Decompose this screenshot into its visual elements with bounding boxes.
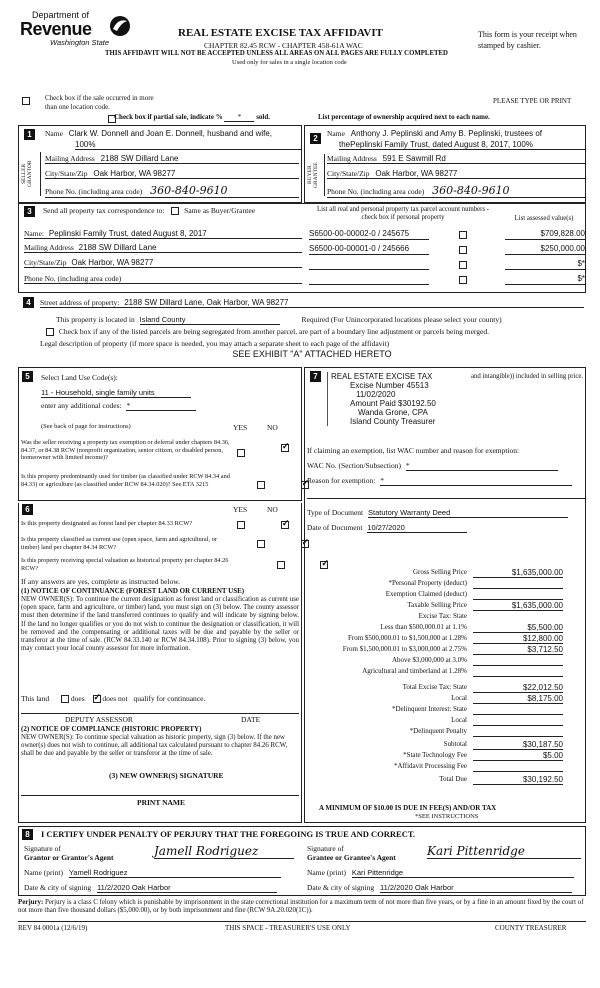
grantor-name-row: [24, 868, 281, 878]
s5-no-header: NO: [267, 423, 278, 432]
stamp-line-1: REAL ESTATE EXCISE TAX: [331, 372, 433, 381]
warning-line: THIS AFFIDAVIT WILL NOT BE ACCEPTED UNLESS ALL AREAS ON ALL PAGES ARE FULLY COMPLETED: [105, 50, 448, 57]
seller-percent[interactable]: 100%: [75, 140, 301, 150]
parcel-number[interactable]: [309, 259, 429, 270]
tax-label-processing-fee: *Affidavit Processing Fee: [394, 762, 467, 770]
s5-q2-yes-checkbox[interactable]: [257, 481, 265, 489]
s6-q1-no-checkbox[interactable]: [281, 521, 289, 529]
section-8: [18, 826, 586, 896]
tax-value-agri[interactable]: [473, 667, 563, 677]
grantee-name-label: Name (print): [307, 868, 346, 877]
date-label: DATE: [241, 715, 261, 724]
tax-label-local: Local: [451, 694, 467, 702]
additional-codes-label: enter any additional codes:: [41, 401, 122, 410]
assessed-value[interactable]: $*: [505, 259, 585, 270]
s6-q3-yes-checkbox[interactable]: [277, 561, 285, 569]
corr-name-label: Name:: [24, 229, 44, 238]
tax-value-total-due[interactable]: $30,192.50: [473, 775, 563, 785]
tax-value-total-state[interactable]: $22,012.50: [473, 683, 563, 693]
buyer-phone-value[interactable]: 360-840-9610: [432, 184, 510, 197]
tax-label-tier2: From $500,000.01 to $1,500,000 at 1.28%: [348, 634, 467, 642]
does-not-label: does not: [102, 694, 128, 703]
send-correspondence-row: [43, 206, 255, 215]
tax-label-delinq-state: *Delinquent Interest: State: [391, 705, 467, 713]
seller-side-label: [21, 152, 41, 196]
tax-label-total-state: Total Excise Tax: State: [402, 683, 467, 691]
grantor-name-label: Name (print): [24, 868, 63, 877]
same-as-buyer-label: Same as Buyer/Grantee: [184, 206, 255, 215]
tax-label-tier4: Above $3,000,000 at 3.0%: [391, 656, 467, 664]
reason-line-2[interactable]: [307, 498, 585, 499]
tax-label-excise-state: Excise Tax: State: [418, 612, 467, 620]
s6-q2: Is this property classified as current use (open space, farm and agricultural, or timber) land per chapter 84.34 RCW?: [21, 536, 217, 551]
buyer-city-value[interactable]: Oak Harbor, WA 98277: [375, 169, 458, 178]
tax-value-tier2[interactable]: $12,800.00: [473, 634, 563, 644]
assessed-value[interactable]: $250,000.00: [505, 244, 585, 255]
s6-q3: Is this property receiving special valuation as historical property per chapter 84.26 RCW?: [21, 557, 229, 572]
tax-value-taxable[interactable]: $1,635,000.00: [473, 601, 563, 611]
seller-name-row: [45, 129, 299, 138]
parcel-number[interactable]: S6500-00-00001-0 / 245666: [309, 244, 429, 255]
grantor-name-value[interactable]: Yamell Rodriguez: [69, 868, 281, 878]
tax-value-tier1[interactable]: $5,500.00: [473, 623, 563, 633]
buyer-phone-label: Phone No. (including area code): [327, 187, 425, 196]
parcel-number[interactable]: [309, 274, 429, 285]
tax-label-total-due: Total Due: [439, 775, 467, 783]
tax-label-penalty: *Delinquent Penalty: [409, 727, 467, 735]
legal-label: Legal description of property (if more space is needed, you may attach a separate sheet to each page of the affidavit): [40, 339, 390, 348]
buyer-name-label: Name: [327, 129, 345, 138]
buyer-mailing-row: [327, 154, 585, 164]
s6-q1-yes-checkbox[interactable]: [237, 521, 245, 529]
s5-yes-header: YES: [233, 423, 248, 432]
s5-q1-no-checkbox[interactable]: [281, 444, 289, 452]
segregated-label: Check box if any of the listed parcels are being segregated from another parcel, are part of a boundary line adjustment or parcels being merged.: [58, 327, 489, 336]
section-3: [18, 203, 586, 293]
reason-value[interactable]: *: [380, 476, 572, 486]
dor-logo: [20, 10, 135, 70]
tax-label-exemption: Exemption Claimed (deduct): [385, 590, 467, 598]
buyer-side-label: [307, 154, 325, 196]
grantee-name-row: [307, 868, 574, 878]
parcel-list: [309, 229, 585, 289]
tax-value-delinq-local[interactable]: [473, 716, 563, 726]
buyer-name-row: [327, 129, 585, 138]
tax-value-exemption[interactable]: [473, 590, 563, 600]
buyer-name-value[interactable]: Anthony J. Peplinski and Amy B. Peplinski, trustees of: [350, 129, 543, 138]
assessed-value[interactable]: $709,828.00: [505, 229, 585, 240]
land-use-value[interactable]: 11 - Household, single family units: [41, 388, 191, 398]
partial-sale-post: sold.: [256, 113, 271, 121]
s5-q2: Is this property predominantly used for timber (as classified under RCW 84.34 and 84.33) or agriculture (as classified under RCW 84.34.020)? See ETA 3215: [21, 473, 230, 488]
buyer-city-label: City/State/Zip: [327, 169, 370, 178]
county-pre: This property is located in: [56, 315, 135, 324]
deputy-line: [21, 713, 299, 714]
chapter-line: CHAPTER 82.45 RCW - CHAPTER 458-61A WAC: [204, 41, 363, 50]
new-owner-sig-label: (3) NEW OWNER(S) SIGNATURE: [109, 771, 224, 780]
perjury-notice: [18, 899, 586, 916]
exemption-label: If claiming an exemption, list WAC number and reason for exemption:: [307, 446, 520, 455]
additional-codes-row: [41, 401, 196, 411]
seller-name-value[interactable]: Clark W. Donnell and Joan E. Donnell, husband and wife,: [68, 129, 273, 138]
stamp-line-4: Amount Paid $30192.50: [350, 399, 436, 408]
section-1-number: 1: [24, 129, 35, 140]
single-location-note: Used only for sales in a single location code: [232, 59, 347, 66]
county-treasurer-label: COUNTY TREASURER: [495, 924, 567, 932]
tax-label-tier3: From $1,500,000.01 to $3,000,000 at 2.75%: [342, 645, 467, 653]
grantor-date-value[interactable]: 11/2/2020 Oak Harbor: [97, 883, 277, 893]
grantor-date-label: Date & city of signing: [24, 883, 92, 892]
this-land-label: This land: [21, 694, 50, 703]
section-8-number: 8: [22, 829, 33, 840]
additional-codes-value[interactable]: *: [126, 401, 196, 411]
land-use-label: Select Land Use Code(s):: [41, 373, 118, 382]
s6-q2-yes-checkbox[interactable]: [257, 540, 265, 548]
wac-row: [307, 461, 558, 471]
s6-yes-header: YES: [233, 505, 248, 514]
rev-number: REV 84 0001a (12/6/19): [18, 924, 88, 932]
form-title: REAL ESTATE EXCISE TAX AFFIDAVIT: [178, 27, 383, 39]
grantor-sig-label-1: Signature of: [24, 844, 61, 853]
legal-value[interactable]: SEE EXHIBIT "A" ATTACHED HERETO: [232, 349, 392, 359]
multi-location-label: Check box if the sale occurred in more than one location code.: [45, 94, 154, 111]
stamp-line-3: 11/02/2020: [356, 390, 396, 399]
tax-label-taxable: Taxable Selling Price: [407, 601, 467, 609]
tax-label-delinq-local: Local: [451, 716, 467, 724]
notice2-body: NEW OWNER(S): To continue special valuation as historic property, sign (3) below. If the new owner(s) does not wish to continue, all additional tax calculated pursuant to chapter 84.26 RCW, shall be due and payable by the seller or transferor at the time of sale.: [21, 734, 288, 758]
dept-line3: Washington State: [50, 38, 110, 47]
buyer-section: [304, 125, 586, 203]
tax-label-agri: Agricultural and timberland at 1.28%: [362, 667, 467, 675]
parcel-row: [309, 259, 585, 274]
seller-name-label: Name: [45, 129, 63, 138]
tax-label-tier1: Less than $500,000.01 at 1.1%: [380, 623, 467, 631]
same-as-buyer-checkbox[interactable]: [171, 207, 179, 215]
does-checkbox[interactable]: [61, 695, 69, 703]
doc-date-label: Date of Document: [307, 523, 363, 532]
parcel-header: List all real and personal property tax parcel account numbers - check box if personal property: [316, 206, 490, 221]
certify-statement: I CERTIFY UNDER PENALTY OF PERJURY THAT THE FOREGOING IS TRUE AND CORRECT.: [41, 829, 416, 839]
dor-swoosh-icon: [108, 14, 132, 38]
corr-mailing-label: Mailing Address: [24, 243, 74, 252]
grantor-signature[interactable]: Jamell Rodriguez: [154, 844, 294, 859]
doc-date-row: [307, 523, 467, 533]
seller-mailing-row: [45, 154, 299, 164]
deputy-label: DEPUTY ASSESSOR: [65, 715, 133, 724]
corr-phone-label: Phone No. (including area code): [24, 274, 122, 283]
does-not-checkbox[interactable]: [93, 695, 101, 703]
corr-city-label: City/State/Zip: [24, 258, 67, 267]
buyer-city-row: [327, 169, 585, 179]
minimum-fee-note: A MINIMUM OF $10.00 IS DUE IN FEE(S) AND/OR TAX: [319, 804, 497, 812]
section-4: [18, 297, 586, 363]
section-2-number: 2: [310, 133, 321, 144]
grantor-agent-label: Grantor or Grantor's Agent: [24, 853, 114, 862]
corr-name-value[interactable]: Peplinski Family Trust, dated August 8, 2017: [48, 229, 207, 238]
county-row: [56, 315, 584, 325]
stamp-tail: and intangible)) included in selling price.: [471, 373, 584, 380]
parcel-row: [309, 274, 585, 289]
section-4-number: 4: [23, 297, 34, 308]
notice1-title: (1) NOTICE OF CONTINUANCE (FOREST LAND OR CURRENT USE): [21, 587, 245, 595]
footer-divider: [18, 921, 586, 922]
section-3-number: 3: [24, 206, 35, 217]
corr-mailing-row: [24, 243, 302, 253]
doc-type-row: [307, 508, 568, 518]
wac-label: WAC No. (Section/Subsection): [307, 461, 401, 470]
buyer-name-line2[interactable]: thePeplinski Family Trust, dated August 8, 2017, 100%: [339, 140, 585, 150]
tax-value-penalty[interactable]: [473, 727, 563, 737]
seller-city-row: [45, 169, 299, 179]
qualify-row: [21, 694, 205, 703]
does-label: does: [70, 694, 85, 703]
seller-phone-row: [45, 184, 299, 198]
seller-side-text: SELLER GRANTOR: [21, 160, 33, 188]
tax-label-gross: Gross Selling Price: [412, 568, 467, 576]
tax-value-gross[interactable]: $1,635,000.00: [473, 568, 563, 578]
doc-type-value[interactable]: Statutory Warranty Deed: [368, 508, 568, 518]
parcel-row: [309, 229, 585, 244]
personal-property-checkbox[interactable]: [459, 231, 467, 239]
parcel-row: [309, 244, 585, 259]
section-5-number: 5: [22, 371, 33, 382]
tax-value-processing-fee[interactable]: [473, 762, 563, 772]
reason-row: [307, 476, 572, 486]
corr-city-value[interactable]: Oak Harbor, WA 98277: [71, 258, 154, 267]
grantor-date-row: [24, 883, 277, 893]
section-6: [18, 503, 302, 823]
treasurer-only: THIS SPACE - TREASURER'S USE ONLY: [225, 924, 351, 932]
corr-name-row: [24, 229, 302, 239]
tax-value-local[interactable]: $8,175.00: [473, 694, 563, 704]
grantee-agent-label: Grantee or Grantee's Agent: [307, 853, 396, 862]
tax-table: [305, 568, 587, 808]
seller-section: [18, 125, 302, 203]
grantee-sig-label-1: Signature of: [307, 844, 344, 853]
stamp-line-6: Island County Treasurer: [350, 417, 436, 426]
segregated-checkbox[interactable]: [46, 328, 54, 336]
buyer-side-text: BUYER GRANTEE: [307, 162, 319, 188]
doc-date-value[interactable]: 10/27/2020: [367, 523, 467, 533]
see-instructions: *SEE INSTRUCTIONS: [415, 813, 479, 820]
personal-property-checkbox[interactable]: [459, 276, 467, 284]
see-back: (See back of page for instructions): [41, 423, 131, 430]
treasurer-stamp: [327, 372, 477, 426]
street-label: Street address of property:: [40, 298, 120, 307]
assessed-value[interactable]: $*: [505, 274, 585, 285]
s6-q1: Is this property designated as forest land per chapter 84.33 RCW?: [21, 520, 193, 527]
buyer-mailing-value[interactable]: 591 E Sawmill Rd: [382, 154, 446, 163]
notice2-title: (2) NOTICE OF COMPLIANCE (HISTORIC PROPERTY): [21, 725, 202, 733]
buyer-mailing-label: Mailing Address: [327, 154, 377, 163]
section-7-number: 7: [310, 371, 321, 382]
reason-label: Reason for exemption:: [307, 476, 376, 485]
dept-line2: Revenue: [20, 19, 92, 39]
partial-sale-pre: Check box if partial sale, indicate %: [114, 113, 223, 121]
tax-value-tech-fee[interactable]: $5.00: [473, 751, 563, 761]
grantee-date-row: [307, 883, 572, 893]
wac-value[interactable]: *: [406, 461, 558, 471]
qualify-label: qualify for continuance.: [133, 694, 206, 703]
segregated-row: [46, 327, 584, 336]
stamp-line-2: Excise Number 45513: [350, 381, 429, 390]
section-7: [304, 367, 586, 823]
parcel-number[interactable]: S6500-00-00002-0 / 245675: [309, 229, 429, 240]
county-required: Required (For Unincorporated locations please select your county): [301, 315, 502, 324]
tax-value-delinq-state[interactable]: [473, 705, 563, 715]
street-value[interactable]: 2188 SW Dillard Lane, Oak Harbor, WA 98277: [124, 298, 289, 307]
doc-type-label: Type of Document: [307, 508, 364, 517]
any-yes-note: If any answers are yes, complete as instructed below.: [21, 577, 181, 586]
corr-phone-row: [24, 274, 302, 284]
s5-q1: Was the seller receiving a property tax exemption or deferral under chapters 84.36, 84.37, or 84.38 RCW (nonprofit organization, senior citizen, or disabled person, homeowner with limited income)?: [21, 439, 230, 462]
s5-q1-yes-checkbox[interactable]: [237, 449, 245, 457]
seller-mailing-label: Mailing Address: [45, 154, 95, 163]
grantee-signature[interactable]: Kari Pittenridge: [427, 844, 581, 859]
seller-phone-value[interactable]: 360-840-9610: [150, 184, 228, 197]
seller-phone-label: Phone No. (including area code): [45, 187, 143, 196]
new-owner-sig-line[interactable]: [21, 795, 299, 796]
tax-value-tier4[interactable]: [473, 656, 563, 666]
notice1-body: NEW OWNER(S): To continue the current designation as forest land or classification as current use (open space, farm and agriculture, or timber) land, you must sign on (3) below. The county assessor must then determine if the land transferred continues to qualify and will indicate by signing below. If the land no longer qualifies or you do not wish to continue the designation or classification, it will be removed and the compensating or additional taxes will be due and payable by the seller or transferor at the time of sale. (RCW 84.33.140 or RCW 84.34.108). Prior to signing (3) below, you may contact your local county assessor for more information.: [21, 596, 299, 653]
street-row: [40, 298, 584, 308]
section-5: [18, 367, 302, 501]
corr-city-row: [24, 258, 302, 268]
section-6-number: 6: [22, 504, 33, 515]
s6-no-header: NO: [267, 505, 278, 514]
grantee-date-label: Date & city of signing: [307, 883, 375, 892]
tax-label-subtotal: Subtotal: [443, 740, 467, 748]
seller-city-value[interactable]: Oak Harbor, WA 98277: [93, 169, 176, 178]
perjury-label: Perjury:: [18, 899, 44, 906]
personal-property-checkbox[interactable]: [459, 261, 467, 269]
perjury-text: Perjury is a class C felony which is punishable by imprisonment in the state correctional institution for a maximum term of not more than five years, or by a fine in an amount fixed by the court of not more than five thousand dollars ($5,000.00), or by both imprisonment and fine (RCW 9A.20.020(1C)).: [18, 899, 584, 915]
tax-value-personal[interactable]: [473, 579, 563, 589]
corr-mailing-value[interactable]: 2188 SW Dillard Lane: [78, 243, 157, 252]
tax-value-subtotal[interactable]: $30,187.50: [473, 740, 563, 750]
stamp-line-5: Wanda Grone, CPA: [358, 408, 428, 417]
grantee-date-value[interactable]: 11/2/2020 Oak Harbor: [380, 883, 572, 893]
partial-sale-value[interactable]: *: [224, 113, 254, 122]
assessed-header: List assessed value(s): [514, 215, 574, 222]
tax-value-tier3[interactable]: $3,712.50: [473, 645, 563, 655]
seller-city-label: City/State/Zip: [45, 169, 88, 178]
personal-property-checkbox[interactable]: [459, 246, 467, 254]
please-type: PLEASE TYPE OR PRINT: [493, 97, 572, 105]
send-correspondence-label: Send all property tax correspondence to:: [43, 206, 165, 215]
dept-line1: Department of: [32, 10, 90, 20]
tax-label-tech-fee: *State Technology Fee: [403, 751, 467, 759]
buyer-phone-row: [327, 184, 585, 198]
seller-mailing-value[interactable]: 2188 SW Dillard Lane: [100, 154, 179, 163]
partial-sale-label: [114, 113, 270, 122]
receipt-note: This form is your receipt when stamped by cashier.: [478, 30, 577, 50]
county-value[interactable]: Island County: [140, 315, 280, 325]
multi-location-checkbox[interactable]: [22, 97, 30, 105]
grantee-name-value[interactable]: Kari Pittenridge: [352, 868, 574, 878]
print-name-label: PRINT NAME: [137, 798, 185, 807]
ownership-note: List percentage of ownership acquired next to each name.: [318, 113, 490, 121]
tax-label-personal: *Personal Property (deduct): [388, 579, 467, 587]
